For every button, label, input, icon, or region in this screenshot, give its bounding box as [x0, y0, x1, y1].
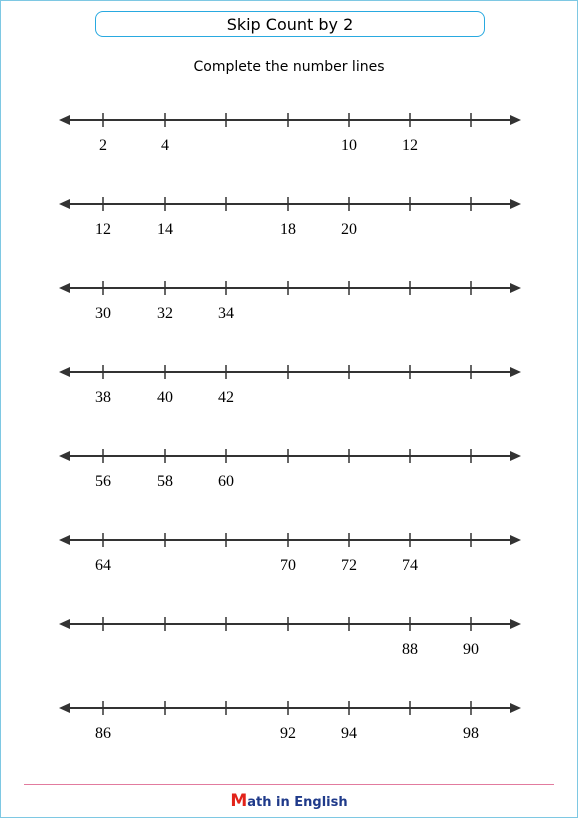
- tick-label: 30: [95, 305, 111, 322]
- left-arrow-icon: [59, 619, 70, 629]
- tick-label: 70: [280, 557, 296, 574]
- brand-logo-text: ath in English: [247, 795, 348, 810]
- right-arrow-icon: [510, 535, 521, 545]
- number-line: [59, 365, 521, 406]
- tick-label: 92: [280, 725, 296, 742]
- number-line: [59, 533, 521, 574]
- tick-label: 40: [157, 389, 173, 406]
- tick-label: 74: [402, 557, 418, 574]
- tick-label: 2: [99, 137, 107, 154]
- left-arrow-icon: [59, 199, 70, 209]
- tick-label: 34: [218, 305, 234, 322]
- tick-label: 12: [402, 137, 418, 154]
- tick-label: 14: [157, 221, 173, 238]
- right-arrow-icon: [510, 283, 521, 293]
- right-arrow-icon: [510, 703, 521, 713]
- worksheet-title: Skip Count by 2: [226, 14, 354, 34]
- tick-label: 94: [341, 725, 357, 742]
- tick-label: 4: [161, 137, 169, 154]
- brand-logo: [0, 791, 578, 811]
- tick-label: 88: [402, 641, 418, 658]
- number-line: [59, 701, 521, 742]
- tick-label: 18: [280, 221, 296, 238]
- footer-divider: [24, 784, 554, 785]
- number-line: [59, 617, 521, 658]
- tick-label: 20: [341, 221, 357, 238]
- left-arrow-icon: [59, 283, 70, 293]
- tick-label: 64: [95, 557, 111, 574]
- tick-label: 38: [95, 389, 111, 406]
- tick-label: 12: [95, 221, 111, 238]
- tick-label: 56: [95, 473, 111, 490]
- left-arrow-icon: [59, 115, 70, 125]
- tick-label: 90: [463, 641, 479, 658]
- tick-label: 86: [95, 725, 111, 742]
- instruction-text: Complete the number lines: [193, 59, 385, 75]
- right-arrow-icon: [510, 115, 521, 125]
- tick-label: 10: [341, 137, 357, 154]
- right-arrow-icon: [510, 451, 521, 461]
- tick-label: 72: [341, 557, 357, 574]
- tick-label: 42: [218, 389, 234, 406]
- right-arrow-icon: [510, 619, 521, 629]
- tick-label: 60: [218, 473, 234, 490]
- tick-label: 58: [157, 473, 173, 490]
- left-arrow-icon: [59, 367, 70, 377]
- tick-label: 98: [463, 725, 479, 742]
- number-line: [59, 197, 521, 238]
- right-arrow-icon: [510, 367, 521, 377]
- left-arrow-icon: [59, 535, 70, 545]
- left-arrow-icon: [59, 703, 70, 713]
- right-arrow-icon: [510, 199, 521, 209]
- left-arrow-icon: [59, 451, 70, 461]
- number-line: [59, 281, 521, 322]
- tick-label: 32: [157, 305, 173, 322]
- number-line: [59, 449, 521, 490]
- brand-logo-initial: M: [230, 791, 248, 811]
- number-line: [59, 113, 521, 154]
